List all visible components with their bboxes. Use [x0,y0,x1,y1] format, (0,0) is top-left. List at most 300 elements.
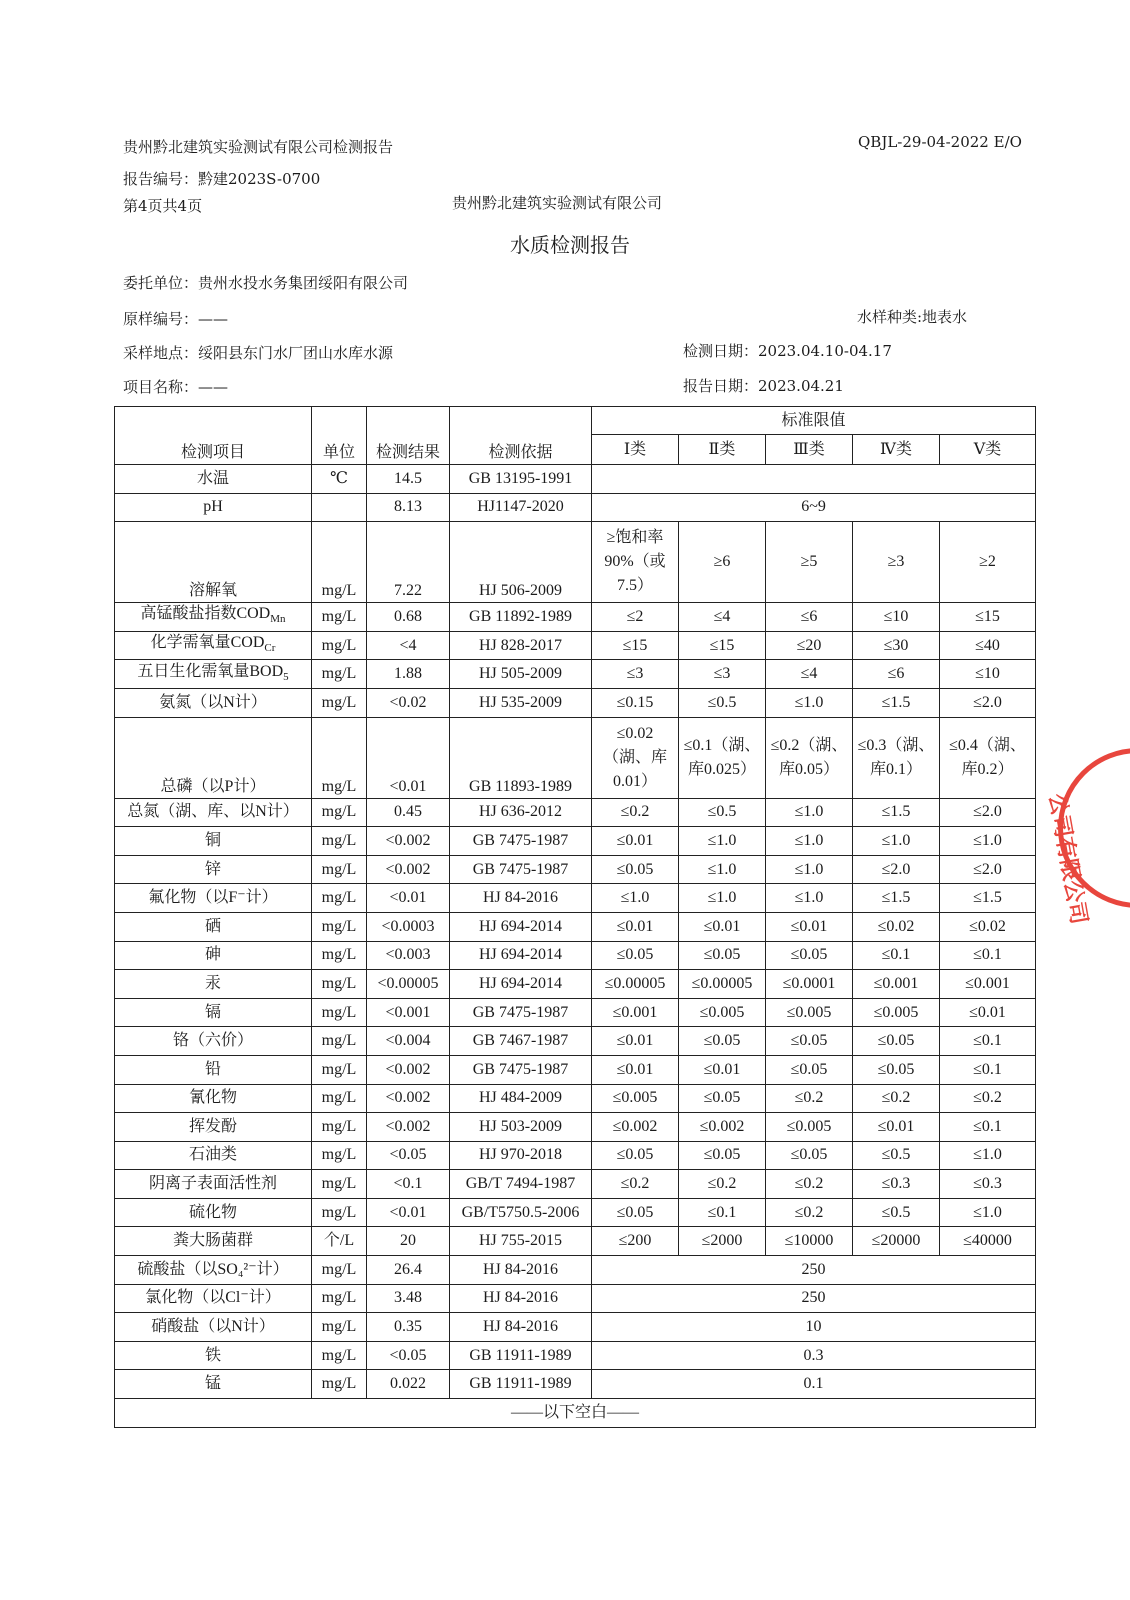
cell-item [115,798,312,827]
header-class-5: Ⅴ类 [940,435,1036,465]
table-row [115,1370,1036,1399]
cell-limit-class-4: ≤0.2 [853,1084,940,1113]
cell-limit-class-2: ≤0.05 [679,1141,766,1170]
cell-limit-class-1: ≤0.002 [592,1113,679,1142]
cell-limit-class-2: ≤0.2 [679,1170,766,1199]
cell-item [115,1141,312,1170]
header-class-2: Ⅱ类 [679,435,766,465]
cell-limit-class-2: ≤0.1（湖、库0.025） [679,717,766,798]
cell-basis: GB 7475-1987 [450,827,592,856]
cell-item [115,1198,312,1227]
cell-limit-class-5: ≥2 [940,522,1036,603]
item-label: 氯化物（以Cl⁻计） [145,1289,281,1307]
item-label: 汞 [204,974,221,992]
cell-basis: HJ 694-2014 [450,941,592,970]
cell-limit-class-2: ≤0.05 [679,1084,766,1113]
cell-limit-class-4: ≤0.05 [853,1027,940,1056]
table-row [115,1256,1036,1285]
cell-item [115,1170,312,1199]
cell-unit: 个/L [312,1227,367,1256]
cell-limit-class-4: ≤30 [853,631,940,660]
cell-result: <0.01 [367,717,450,798]
table-row [115,688,1036,717]
cell-limit-class-2: ≤0.1 [679,1198,766,1227]
cell-limit-class-2: ≤0.00005 [679,970,766,999]
cell-limit-class-3: ≤0.05 [766,1141,853,1170]
cell-limit-class-1: ≤0.01 [592,1055,679,1084]
cell-limit-class-1: ≤0.05 [592,1198,679,1227]
table-row [115,493,1036,522]
water-quality-table [114,406,1036,1428]
header-basis: 检测依据 [450,407,592,465]
cell-limit-class-1: ≤0.15 [592,688,679,717]
cell-limit-class-3: ≤0.05 [766,1055,853,1084]
table-row [115,855,1036,884]
cell-limit-class-4: ≤1.5 [853,884,940,913]
cell-limit-class-1: ≤1.0 [592,884,679,913]
cell-unit: mg/L [312,522,367,603]
cell-result: <4 [367,631,450,660]
item-label: 五日生化需氧量BOD [137,662,284,680]
table-row [115,1284,1036,1313]
report-number: 报告编号：黔建2023S-0700 [123,170,321,188]
cell-limit-class-2: ≤0.01 [679,1055,766,1084]
cell-unit: mg/L [312,1055,367,1084]
cell-result: 0.022 [367,1370,450,1399]
cell-unit: ℃ [312,465,367,494]
cell-unit: mg/L [312,1341,367,1370]
cell-limit-class-3: ≤0.2 [766,1170,853,1199]
cell-basis: GB 11893-1989 [450,717,592,798]
cell-item [115,465,312,494]
cell-limit-class-1: ≤0.01 [592,912,679,941]
cell-result: 14.5 [367,465,450,494]
cell-unit: mg/L [312,603,367,632]
cell-basis: GB 7475-1987 [450,1055,592,1084]
cell-result: 7.22 [367,522,450,603]
cell-limit-class-5: ≤0.1 [940,1027,1036,1056]
item-label: 硫酸盐（以SO₄²⁻计） [137,1260,289,1278]
cell-limit-class-1: ≤0.02（湖、库0.01） [592,717,679,798]
cell-item [115,1027,312,1056]
cell-result: 0.68 [367,603,450,632]
table-row [115,912,1036,941]
cell-limit-class-1: ≤3 [592,660,679,689]
cell-limit-class-5: ≤1.0 [940,1198,1036,1227]
cell-basis: GB 11911-1989 [450,1341,592,1370]
cell-basis: HJ 636-2012 [450,798,592,827]
cell-unit: mg/L [312,1313,367,1342]
item-label: 溶解氧 [188,582,237,600]
header-class-4: Ⅳ类 [853,435,940,465]
cell-basis: HJ 535-2009 [450,688,592,717]
table-row [115,660,1036,689]
table-row [115,1313,1036,1342]
cell-limit-class-3: ≤0.05 [766,1027,853,1056]
table-footer: ——以下空白—— [115,1399,1036,1428]
cell-limit-class-5: ≤1.0 [940,827,1036,856]
cell-result: 0.45 [367,798,450,827]
cell-limit-class-3: ≤0.0001 [766,970,853,999]
cell-limit-class-3: ≤0.01 [766,912,853,941]
cell-result: 0.35 [367,1313,450,1342]
table-row [115,1084,1036,1113]
cell-limit-class-4: ≤1.5 [853,688,940,717]
cell-result: 20 [367,1227,450,1256]
company-name: 贵州黔北建筑实验测试有限公司 [452,194,663,212]
item-label: 化学需氧量COD [150,633,265,651]
item-label: 铅 [204,1060,221,1078]
cell-result: <0.002 [367,1084,450,1113]
cell-limit-all: 250 [592,1256,1036,1285]
cell-limit-class-2: ≤1.0 [679,827,766,856]
cell-basis: GB/T5750.5-2006 [450,1198,592,1227]
table-row [115,1341,1036,1370]
cell-basis: GB 13195-1991 [450,465,592,494]
cell-basis: HJ 694-2014 [450,912,592,941]
item-label: 铬（六价） [172,1032,253,1050]
cell-limit-class-3: ≤6 [766,603,853,632]
cell-item [115,912,312,941]
table-row [115,1170,1036,1199]
cell-basis: HJ 84-2016 [450,1256,592,1285]
cell-limit-class-5: ≤0.2 [940,1084,1036,1113]
cell-item [115,493,312,522]
cell-item [115,603,312,632]
cell-unit: mg/L [312,827,367,856]
cell-item [115,970,312,999]
header-standard: 标准限值 [592,407,1036,435]
cell-basis: GB 7467-1987 [450,1027,592,1056]
table-row [115,631,1036,660]
cell-unit: mg/L [312,717,367,798]
cell-result: 1.88 [367,660,450,689]
cell-limit-class-5: ≤0.1 [940,941,1036,970]
page-title: 水质检测报告 [510,233,630,257]
cell-unit: mg/L [312,660,367,689]
cell-limit-class-2: ≥6 [679,522,766,603]
cell-limit-class-1: ≤15 [592,631,679,660]
cell-basis: GB 7475-1987 [450,855,592,884]
item-label: 铜 [204,831,221,849]
company-report-heading: 贵州黔北建筑实验测试有限公司检测报告 [123,138,394,156]
cell-item [115,884,312,913]
document-code: QBJL-29-04-2022 E/O [858,133,1022,151]
cell-unit [312,493,367,522]
cell-limit-class-5: ≤40000 [940,1227,1036,1256]
table-row [115,1141,1036,1170]
cell-limit-class-4: ≤0.1 [853,941,940,970]
cell-limit-class-2: ≤1.0 [679,884,766,913]
item-label: 砷 [204,946,221,964]
cell-limit-class-4: ≤0.05 [853,1055,940,1084]
header-result: 检测结果 [367,407,450,465]
cell-basis: GB/T 7494-1987 [450,1170,592,1199]
item-label: 水温 [196,469,229,487]
cell-limit-class-2: ≤1.0 [679,855,766,884]
cell-result: <0.0003 [367,912,450,941]
cell-limit-class-3: ≤1.0 [766,855,853,884]
cell-item [115,1227,312,1256]
cell-basis: HJ 505-2009 [450,660,592,689]
cell-limit-class-3: ≤1.0 [766,884,853,913]
sample-number: 原样编号：—— [123,310,229,328]
cell-limit-class-1: ≤0.05 [592,941,679,970]
cell-unit: mg/L [312,855,367,884]
item-label: 石油类 [188,1146,237,1164]
table-row [115,1027,1036,1056]
cell-limit-class-5: ≤1.0 [940,1141,1036,1170]
cell-limit-class-5: ≤0.3 [940,1170,1036,1199]
cell-result: <0.05 [367,1341,450,1370]
cell-result: <0.02 [367,688,450,717]
cell-unit: mg/L [312,631,367,660]
cell-limit-class-3: ≤0.2 [766,1084,853,1113]
cell-limit-class-4: ≤20000 [853,1227,940,1256]
cell-unit: mg/L [312,1284,367,1313]
cell-limit-class-5: ≤2.0 [940,855,1036,884]
cell-item [115,855,312,884]
cell-limit-class-3: ≥5 [766,522,853,603]
cell-unit: mg/L [312,1170,367,1199]
cell-unit: mg/L [312,1370,367,1399]
cell-item [115,717,312,798]
cell-result: 8.13 [367,493,450,522]
cell-limit-class-1: ≤0.05 [592,1141,679,1170]
cell-result: <0.003 [367,941,450,970]
cell-item [115,941,312,970]
cell-limit-all: 0.1 [592,1370,1036,1399]
item-label: 总氮（湖、库、以N计） [127,803,299,821]
cell-unit: mg/L [312,1198,367,1227]
cell-limit-class-4: ≤0.3 [853,1170,940,1199]
cell-limit-class-3: ≤1.0 [766,827,853,856]
table-row [115,717,1036,798]
cell-limit-class-2: ≤0.002 [679,1113,766,1142]
cell-basis: GB 11892-1989 [450,603,592,632]
table-row [115,798,1036,827]
cell-result: <0.002 [367,855,450,884]
cell-limit-class-4: ≤0.3（湖、库0.1） [853,717,940,798]
cell-result: <0.002 [367,1055,450,1084]
cell-basis: HJ 755-2015 [450,1227,592,1256]
cell-limit-class-3: ≤1.0 [766,798,853,827]
cell-limit-class-5: ≤0.1 [940,1055,1036,1084]
cell-basis: HJ 84-2016 [450,1313,592,1342]
cell-basis: HJ 828-2017 [450,631,592,660]
table-row [115,1055,1036,1084]
item-label: 锌 [204,860,221,878]
cell-limit-class-3: ≤0.005 [766,1113,853,1142]
cell-basis: HJ 506-2009 [450,522,592,603]
cell-item [115,1113,312,1142]
item-label: 氨氮（以N计） [159,693,267,711]
header-class-1: Ⅰ类 [592,435,679,465]
item-label: 铁 [204,1346,221,1364]
cell-limit-class-2: ≤0.5 [679,798,766,827]
cell-unit: mg/L [312,688,367,717]
item-label: pH [203,498,223,516]
item-label: 总磷（以P计） [160,777,266,795]
cell-limit-all: 6~9 [592,493,1036,522]
page-info: 第4页共4页 [123,197,203,215]
table-row [115,603,1036,632]
cell-result: <0.00005 [367,970,450,999]
cell-unit: mg/L [312,998,367,1027]
cell-limit-class-3: ≤0.2（湖、库0.05） [766,717,853,798]
cell-limit-class-4: ≤0.005 [853,998,940,1027]
item-label: 硝酸盐（以N计） [151,1318,275,1336]
item-label: 硒 [204,917,221,935]
sampling-location: 采样地点：绥阳县东门水厂团山水库水源 [123,344,394,362]
cell-limit-class-4: ≤6 [853,660,940,689]
header-unit: 单位 [312,407,367,465]
header-item: 检测项目 [115,407,312,465]
cell-limit-class-2: ≤0.05 [679,1027,766,1056]
item-label: 粪大肠菌群 [172,1232,253,1250]
cell-result: <0.002 [367,827,450,856]
cell-limit-class-1: ≤0.01 [592,827,679,856]
cell-limit-class-4: ≤0.01 [853,1113,940,1142]
item-subscript: Cr [264,642,276,655]
cell-basis: GB 7475-1987 [450,998,592,1027]
cell-limit-class-1: ≤0.2 [592,798,679,827]
cell-unit: mg/L [312,798,367,827]
cell-basis: HJ 84-2016 [450,1284,592,1313]
cell-result: <0.05 [367,1141,450,1170]
cell-limit-class-3: ≤20 [766,631,853,660]
cell-limit-class-3: ≤0.05 [766,941,853,970]
table-row [115,522,1036,603]
cell-result: <0.002 [367,1113,450,1142]
cell-limit-class-4: ≤2.0 [853,855,940,884]
cell-basis: HJ 503-2009 [450,1113,592,1142]
cell-unit: mg/L [312,1256,367,1285]
cell-limit-class-1: ≤0.001 [592,998,679,1027]
cell-item [115,688,312,717]
cell-limit-class-3: ≤4 [766,660,853,689]
cell-unit: mg/L [312,1084,367,1113]
cell-limit-class-1: ≤0.05 [592,855,679,884]
cell-item [115,1284,312,1313]
cell-item [115,1370,312,1399]
cell-limit-class-4: ≤0.5 [853,1198,940,1227]
cell-limit-class-1: ≤0.2 [592,1170,679,1199]
table-row [115,1198,1036,1227]
item-label: 氰化物 [188,1089,237,1107]
cell-limit-class-1: ≤200 [592,1227,679,1256]
cell-item [115,998,312,1027]
table-row [115,998,1036,1027]
cell-limit-class-4: ≤0.02 [853,912,940,941]
cell-unit: mg/L [312,970,367,999]
cell-limit-class-2: ≤2000 [679,1227,766,1256]
cell-limit-all: 250 [592,1284,1036,1313]
cell-limit-class-5: ≤2.0 [940,688,1036,717]
cell-limit-all: 0.3 [592,1341,1036,1370]
item-subscript: Mn [270,613,286,626]
item-label: 锰 [204,1375,221,1393]
cell-limit-class-5: ≤1.5 [940,884,1036,913]
table-row [115,827,1036,856]
table-row [115,970,1036,999]
cell-result: 3.48 [367,1284,450,1313]
table-row [115,1227,1036,1256]
cell-item [115,660,312,689]
item-label: 高锰酸盐指数COD [140,605,271,623]
cell-basis: HJ 84-2016 [450,884,592,913]
cell-limit-class-5: ≤2.0 [940,798,1036,827]
cell-item [115,1084,312,1113]
cell-limit-class-1: ≤0.005 [592,1084,679,1113]
cell-result: <0.01 [367,884,450,913]
project-name: 项目名称：—— [123,378,229,396]
cell-basis: GB 11911-1989 [450,1370,592,1399]
cell-limit-class-2: ≤0.005 [679,998,766,1027]
cell-item [115,522,312,603]
cell-unit: mg/L [312,941,367,970]
cell-limit-class-4: ≤0.5 [853,1141,940,1170]
cell-limit-class-2: ≤4 [679,603,766,632]
cell-limit-class-3: ≤0.2 [766,1198,853,1227]
cell-basis: HJ1147-2020 [450,493,592,522]
cell-limit-class-3: ≤0.005 [766,998,853,1027]
cell-result: <0.01 [367,1198,450,1227]
cell-limit-class-3: ≤10000 [766,1227,853,1256]
cell-limit-all: 10 [592,1313,1036,1342]
cell-basis: HJ 970-2018 [450,1141,592,1170]
cell-limit-class-5: ≤0.1 [940,1113,1036,1142]
table-row [115,941,1036,970]
seal-text: 公司有限公司 [1043,791,1092,927]
item-label: 挥发酚 [188,1117,237,1135]
cell-unit: mg/L [312,1113,367,1142]
client-unit: 委托单位：贵州水投水务集团绥阳有限公司 [123,274,409,292]
item-label: 镉 [204,1003,221,1021]
cell-limit-class-4: ≤10 [853,603,940,632]
item-label: 氟化物（以F⁻计） [148,889,278,907]
cell-unit: mg/L [312,1141,367,1170]
cell-item [115,1313,312,1342]
cell-limit-all [592,465,1036,494]
cell-result: <0.1 [367,1170,450,1199]
report-date: 报告日期：2023.04.21 [683,377,844,395]
cell-limit-class-2: ≤0.01 [679,912,766,941]
cell-limit-class-1: ≤0.00005 [592,970,679,999]
cell-limit-class-5: ≤10 [940,660,1036,689]
cell-item [115,631,312,660]
cell-basis: HJ 484-2009 [450,1084,592,1113]
sample-type: 水样种类:地表水 [857,308,968,326]
cell-result: <0.004 [367,1027,450,1056]
cell-limit-class-4: ≤0.001 [853,970,940,999]
table-row [115,884,1036,913]
cell-basis: HJ 694-2014 [450,970,592,999]
cell-limit-class-2: ≤3 [679,660,766,689]
cell-item [115,1256,312,1285]
cell-limit-class-4: ≤1.0 [853,827,940,856]
cell-limit-class-3: ≤1.0 [766,688,853,717]
cell-limit-class-1: ≤0.01 [592,1027,679,1056]
cell-limit-class-2: ≤15 [679,631,766,660]
table-row [115,465,1036,494]
item-label: 阴离子表面活性剂 [148,1175,277,1193]
company-seal [1043,748,1130,927]
cell-limit-class-5: ≤0.001 [940,970,1036,999]
cell-item [115,1055,312,1084]
cell-item [115,1341,312,1370]
test-date: 检测日期：2023.04.10-04.17 [683,342,892,360]
